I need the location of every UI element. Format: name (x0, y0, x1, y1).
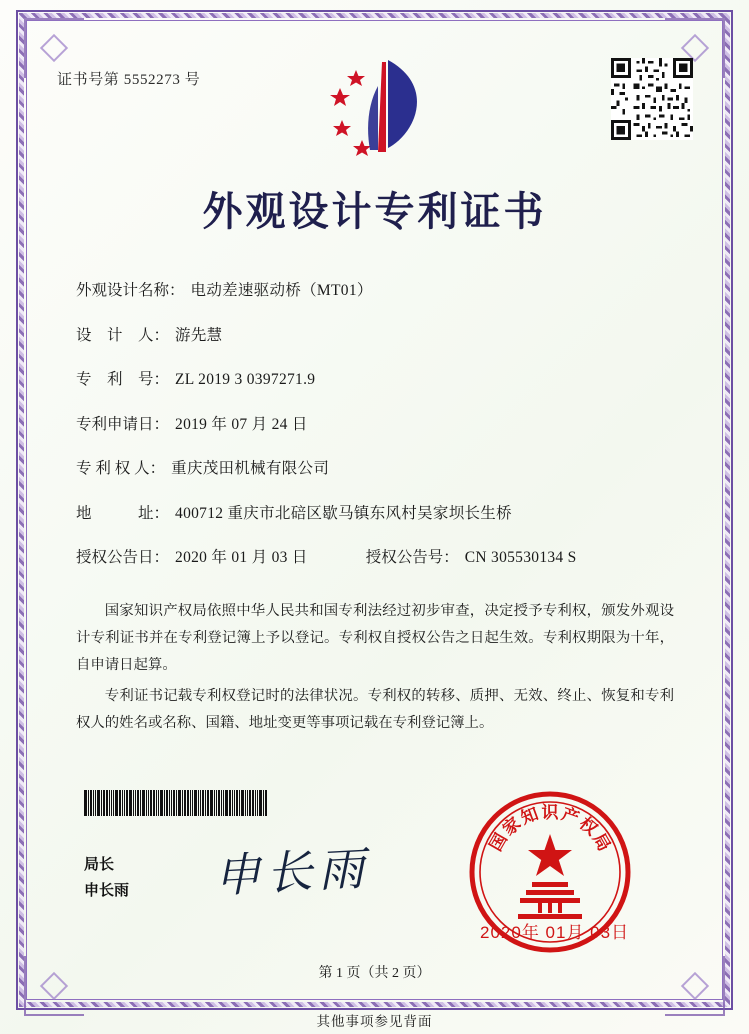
svg-text:家: 家 (499, 813, 525, 840)
field-value-patentee: 重庆茂田机械有限公司 (171, 460, 330, 477)
svg-text:知: 知 (518, 804, 541, 828)
signature-title-label: 局长 (84, 857, 115, 873)
field-value-designer: 游先慧 (175, 326, 223, 344)
handwritten-signature: 申长雨 (212, 842, 372, 903)
field-value-grant-number: CN 305530134 S (464, 549, 577, 566)
field-row-address (76, 501, 676, 523)
field-row-designer (76, 323, 676, 345)
field-value-design-name: 电动差速驱动桥（MT01） (190, 282, 373, 299)
field-label-address: 地 址： (76, 504, 170, 522)
svg-text:局: 局 (589, 830, 615, 855)
barcode (84, 790, 296, 816)
svg-text:产: 产 (559, 804, 582, 828)
page-number: 第 1 页（共 2 页） (318, 966, 431, 981)
field-label-designer: 设 计 人： (76, 326, 170, 344)
field-label-patentee: 专 利 权 人： (76, 460, 166, 477)
legal-paragraph-1: 国家知识产权局依照中华人民共和国专利法经过初步审查，决定授予专利权，颁发外观设计专利证书并在专利登记簿上予以登记。专利权自授权公告之日起生效。专利权期限为十年，自申请日起算。 (76, 603, 674, 673)
field-row-patentee (76, 456, 676, 478)
field-value-grant-date: 2020 年 01 月 03 日 (175, 549, 308, 566)
footer-note: 其他事项参见背面 (316, 1014, 433, 1029)
cnipa-logo-icon (322, 52, 432, 160)
field-label-grant-number: 授权公告号： (365, 549, 459, 566)
field-row-design-name (76, 278, 676, 300)
svg-text:国: 国 (485, 830, 511, 855)
field-list (76, 278, 676, 590)
certificate-number: 证书号第 5552273 号 (57, 72, 201, 88)
signature-name-label: 申长雨 (84, 883, 130, 899)
field-label-application-date: 专利申请日： (76, 415, 170, 433)
field-value-patent-number: ZL 2019 3 0397271.9 (175, 371, 316, 388)
signature-labels (84, 852, 129, 904)
field-row-application-date (76, 412, 676, 434)
legal-paragraph-2: 专利证书记载专利权登记时的法律状况。专利权的转移、质押、无效、终止、恢复和专利权人的姓名或名称、国籍、地址变更等事项记载在专利登记簿上。 (76, 688, 674, 731)
field-label-grant-date: 授权公告日： (76, 549, 170, 566)
field-label-patent-number: 专 利 号： (76, 371, 170, 388)
field-row-grant (76, 545, 676, 567)
legal-text (76, 598, 674, 741)
page-title: 外观设计专利证书 (202, 189, 547, 234)
field-label-design-name: 外观设计名称： (76, 282, 185, 299)
qr-code-icon (611, 58, 693, 140)
field-value-address: 400712 重庆市北碚区歇马镇东风村吴家坝长生桥 (175, 504, 512, 522)
svg-text:权: 权 (575, 813, 601, 840)
field-row-patent-number (76, 367, 676, 389)
seal-date: 2020年 01月 03日 (480, 923, 630, 942)
field-value-application-date: 2019 年 07 月 24 日 (175, 415, 308, 433)
svg-text:识: 识 (541, 803, 559, 822)
